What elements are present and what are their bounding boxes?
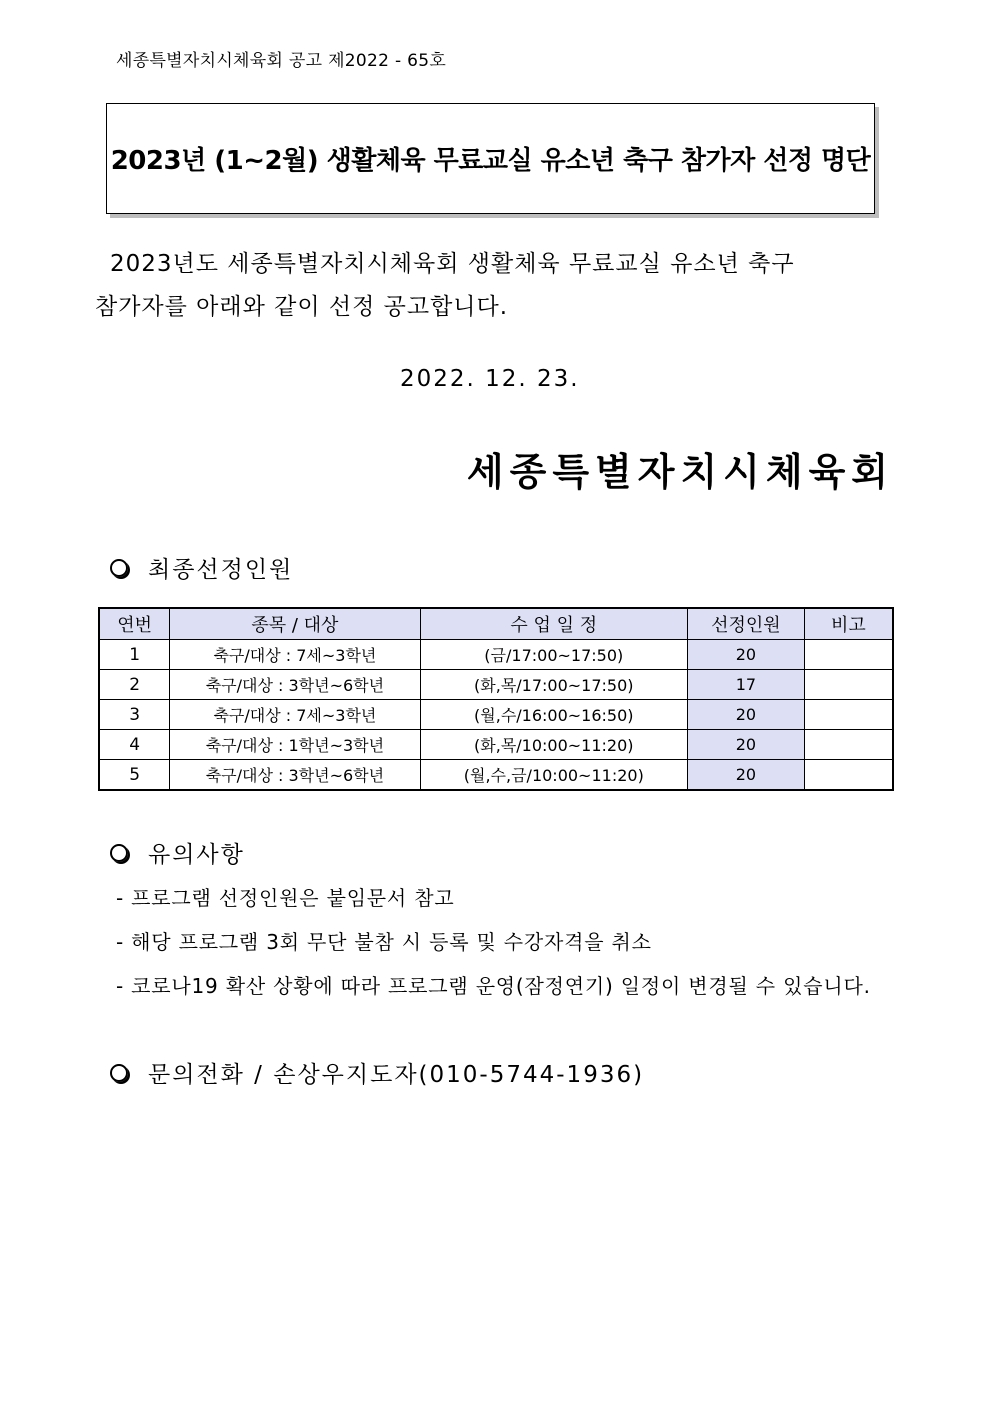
row-target: 축구/대상 : 7세~3학년: [170, 640, 420, 670]
row-note: [804, 700, 893, 730]
circle-bullet-icon: [110, 559, 128, 577]
section-final-selection: [110, 551, 293, 584]
intro-line-1: 2023년도 세종특별자치시체육회 생활체육 무료교실 유소년 축구: [110, 251, 795, 277]
row-count: 20: [688, 700, 805, 730]
section-contact: [110, 1056, 644, 1089]
row-target: 축구/대상 : 1학년~3학년: [170, 730, 420, 760]
row-target: 축구/대상 : 7세~3학년: [170, 700, 420, 730]
table-row: [99, 640, 893, 670]
note-item: - 해당 프로그램 3회 무단 불참 시 등록 및 수강자격을 취소: [116, 930, 652, 954]
selection-table: [98, 607, 894, 791]
row-count: 20: [688, 640, 805, 670]
row-schedule: (월,수/16:00~16:50): [420, 700, 688, 730]
column-header: 비고: [804, 608, 893, 640]
row-note: [804, 640, 893, 670]
note-item: - 코로나19 확산 상황에 따라 프로그램 운영(잠정연기) 일정이 변경될 수 있습니다.: [116, 974, 871, 998]
section-title: 유의사항: [148, 842, 245, 868]
row-note: [804, 760, 893, 791]
column-header: 선정인원: [688, 608, 805, 640]
row-schedule: (화,목/10:00~11:20): [420, 730, 688, 760]
announcement-date: 2022. 12. 23.: [400, 366, 580, 392]
row-note: [804, 670, 893, 700]
section-title: 최종선정인원: [148, 557, 294, 583]
circle-bullet-icon: [110, 844, 128, 862]
contact-info: 문의전화 / 손상우지도자(010-5744-1936): [148, 1062, 645, 1088]
row-schedule: (화,목/17:00~17:50): [420, 670, 688, 700]
circle-bullet-icon: [110, 1064, 128, 1082]
row-number: 4: [99, 730, 170, 760]
section-notes: [110, 836, 245, 869]
notice-number: 세종특별자치시체육회 공고 제2022 - 65호: [116, 51, 447, 71]
table-row: [99, 730, 893, 760]
table-header-row: [99, 608, 893, 640]
row-schedule: (월,수,금/10:00~11:20): [420, 760, 688, 791]
row-schedule: (금/17:00~17:50): [420, 640, 688, 670]
title-box: [106, 103, 875, 214]
document-title: 2023년 (1~2월) 생활체육 무료교실 유소년 축구 참가자 선정 명단: [110, 146, 871, 176]
column-header: 수 업 일 정: [420, 608, 688, 640]
column-header: 종목 / 대상: [170, 608, 420, 640]
row-count: 17: [688, 670, 805, 700]
row-number: 3: [99, 700, 170, 730]
organization-name: 세종특별자치시체육회: [466, 450, 894, 494]
table-row: [99, 700, 893, 730]
column-header: 연번: [99, 608, 170, 640]
row-number: 1: [99, 640, 170, 670]
row-number: 5: [99, 760, 170, 791]
intro-line-2: 참가자를 아래와 같이 선정 공고합니다.: [95, 294, 509, 320]
table-row: [99, 670, 893, 700]
row-target: 축구/대상 : 3학년~6학년: [170, 760, 420, 791]
row-number: 2: [99, 670, 170, 700]
table-row: [99, 760, 893, 791]
row-count: 20: [688, 730, 805, 760]
row-note: [804, 730, 893, 760]
note-item: - 프로그램 선정인원은 붙임문서 참고: [116, 886, 455, 910]
row-count: 20: [688, 760, 805, 791]
row-target: 축구/대상 : 3학년~6학년: [170, 670, 420, 700]
